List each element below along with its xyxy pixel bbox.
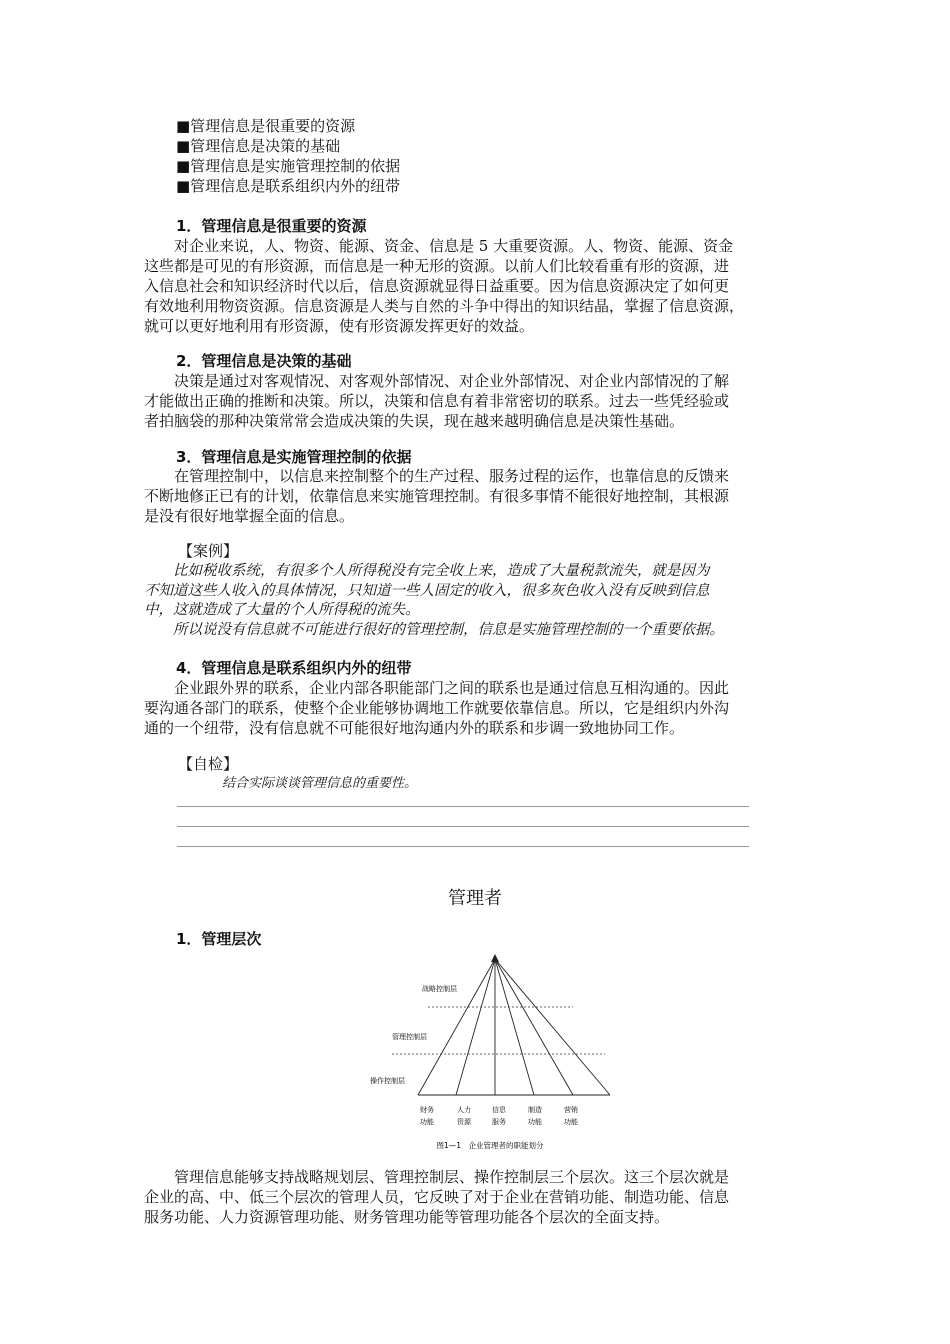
pyramid-lines: [418, 959, 610, 1095]
answer-line: [177, 806, 749, 807]
paragraph-line: 这些都是可见的有形资源，而信息是一种无形的资源。以前人们比较看重有形的资源，进: [144, 257, 730, 275]
layer-label: 战略控制层: [422, 985, 457, 993]
paragraph-line: 管理信息能够支持战略规划层、管理控制层、操作控制层三个层次。这三个层次就是: [144, 1168, 730, 1186]
self-check-label: 【自检】: [178, 755, 239, 773]
section-heading: 1．管理信息是很重要的资源: [176, 217, 367, 235]
function-label: 功能: [528, 1118, 542, 1126]
paragraph-line: 者拍脑袋的那种决策常常会造成决策的失误，现在越来越明确信息是决策性基础。: [144, 412, 685, 430]
paragraph-line: 才能做出正确的推断和决策。所以，决策和信息有着非常密切的联系。过去一些凭经验或: [144, 392, 730, 410]
section-heading: 3．管理信息是实施管理控制的依据: [176, 448, 412, 466]
paragraph-line: 企业的高、中、低三个层次的管理人员，它反映了对于企业在营销功能、制造功能、信息: [144, 1188, 730, 1206]
section-heading: 1．管理层次: [176, 930, 262, 948]
paragraph-line: 决策是通过对客观情况、对客观外部情况、对企业外部情况、对企业内部情况的了解: [144, 372, 730, 390]
self-check-question: 结合实际谈谈管理信息的重要性。: [222, 776, 418, 791]
paragraph-line: 对企业来说，人、物资、能源、资金、信息是 5 大重要资源。人、物资、能源、资金: [144, 237, 734, 255]
function-label: 信息: [492, 1106, 506, 1114]
paragraph-line: 要沟通各部门的联系，使整个企业能够协调地工作就要依靠信息。所以，它是组织内外沟: [144, 699, 730, 717]
paragraph-line: 在管理控制中，以信息来控制整个的生产过程、服务过程的运作，也靠信息的反馈来: [144, 467, 730, 485]
closing-paragraph: [144, 1167, 814, 1227]
section-paragraph: [144, 466, 814, 526]
paragraph-line: 有效地利用物资资源。信息资源是人类与自然的斗争中得出的知识结晶，掌握了信息资源，: [144, 297, 745, 315]
function-label: 功能: [420, 1118, 434, 1126]
paragraph-line: 服务功能、人力资源管理功能、财务管理功能等管理功能各个层次的全面支持。: [144, 1208, 670, 1226]
case-paragraph: [144, 562, 824, 640]
paragraph-line: 比如税收系统，有很多个人所得税没有完全收上来，造成了大量税款流失，就是因为: [144, 563, 710, 579]
function-label: 功能: [564, 1118, 578, 1126]
case-label: 【案例】: [178, 542, 239, 560]
bullet-list: [176, 116, 776, 196]
paragraph-line: 通的一个纽带，没有信息就不可能很好地沟通内外的联系和步调一致地协同工作。: [144, 719, 685, 737]
paragraph-line: 是没有很好地掌握全面的信息。: [144, 507, 355, 525]
answer-line: [177, 826, 749, 827]
bullet-item: ■管理信息是联系组织内外的纽带: [176, 177, 401, 195]
section-paragraph: [144, 371, 814, 431]
bullet-item: ■管理信息是决策的基础: [176, 137, 341, 155]
section-paragraph: [144, 236, 814, 336]
paragraph-line: 不知道这些人收入的具体情况，只知道一些人固定的收入，很多灰色收入没有反映到信息: [144, 582, 710, 599]
paragraph-line: 中，这就造成了大量的个人所得税的流失。: [144, 602, 420, 618]
function-labels: [420, 1105, 578, 1126]
function-label: 营销: [564, 1106, 578, 1114]
figure-caption: 图1—1 企业管理者的职能划分: [436, 1141, 544, 1150]
layer-label: 管理控制层: [392, 1033, 427, 1041]
apex-arrow-icon: [491, 954, 499, 962]
function-label: 财务: [420, 1106, 434, 1114]
management-pyramid-diagram: [340, 950, 640, 1165]
function-label: 服务: [492, 1118, 506, 1126]
function-label: 人力: [457, 1106, 471, 1114]
section-heading: 2．管理信息是决策的基础: [176, 352, 352, 370]
bullet-item: ■管理信息是实施管理控制的依据: [176, 157, 401, 175]
answer-line: [177, 846, 749, 847]
chapter-title: 管理者: [448, 888, 502, 909]
paragraph-line: 入信息社会和知识经济时代以后，信息资源就显得日益重要。因为信息资源决定了如何更: [144, 277, 730, 295]
function-label: 资源: [457, 1118, 471, 1126]
paragraph-line: 所以说没有信息就不可能进行很好的管理控制，信息是实施管理控制的一个重要依据。: [144, 621, 724, 638]
layer-label: 操作控制层: [370, 1077, 405, 1085]
paragraph-line: 不断地修正已有的计划，依靠信息来实施管理控制。有很多事情不能很好地控制，其根源: [144, 487, 730, 505]
paragraph-line: 就可以更好地利用有形资源，使有形资源发挥更好的效益。: [144, 317, 535, 335]
bullet-item: ■管理信息是很重要的资源: [176, 117, 356, 135]
section-heading: 4．管理信息是联系组织内外的纽带: [176, 659, 412, 677]
function-label: 制造: [528, 1106, 542, 1114]
section-paragraph: [144, 678, 814, 738]
paragraph-line: 企业跟外界的联系，企业内部各职能部门之间的联系也是通过信息互相沟通的。因此: [144, 679, 730, 697]
